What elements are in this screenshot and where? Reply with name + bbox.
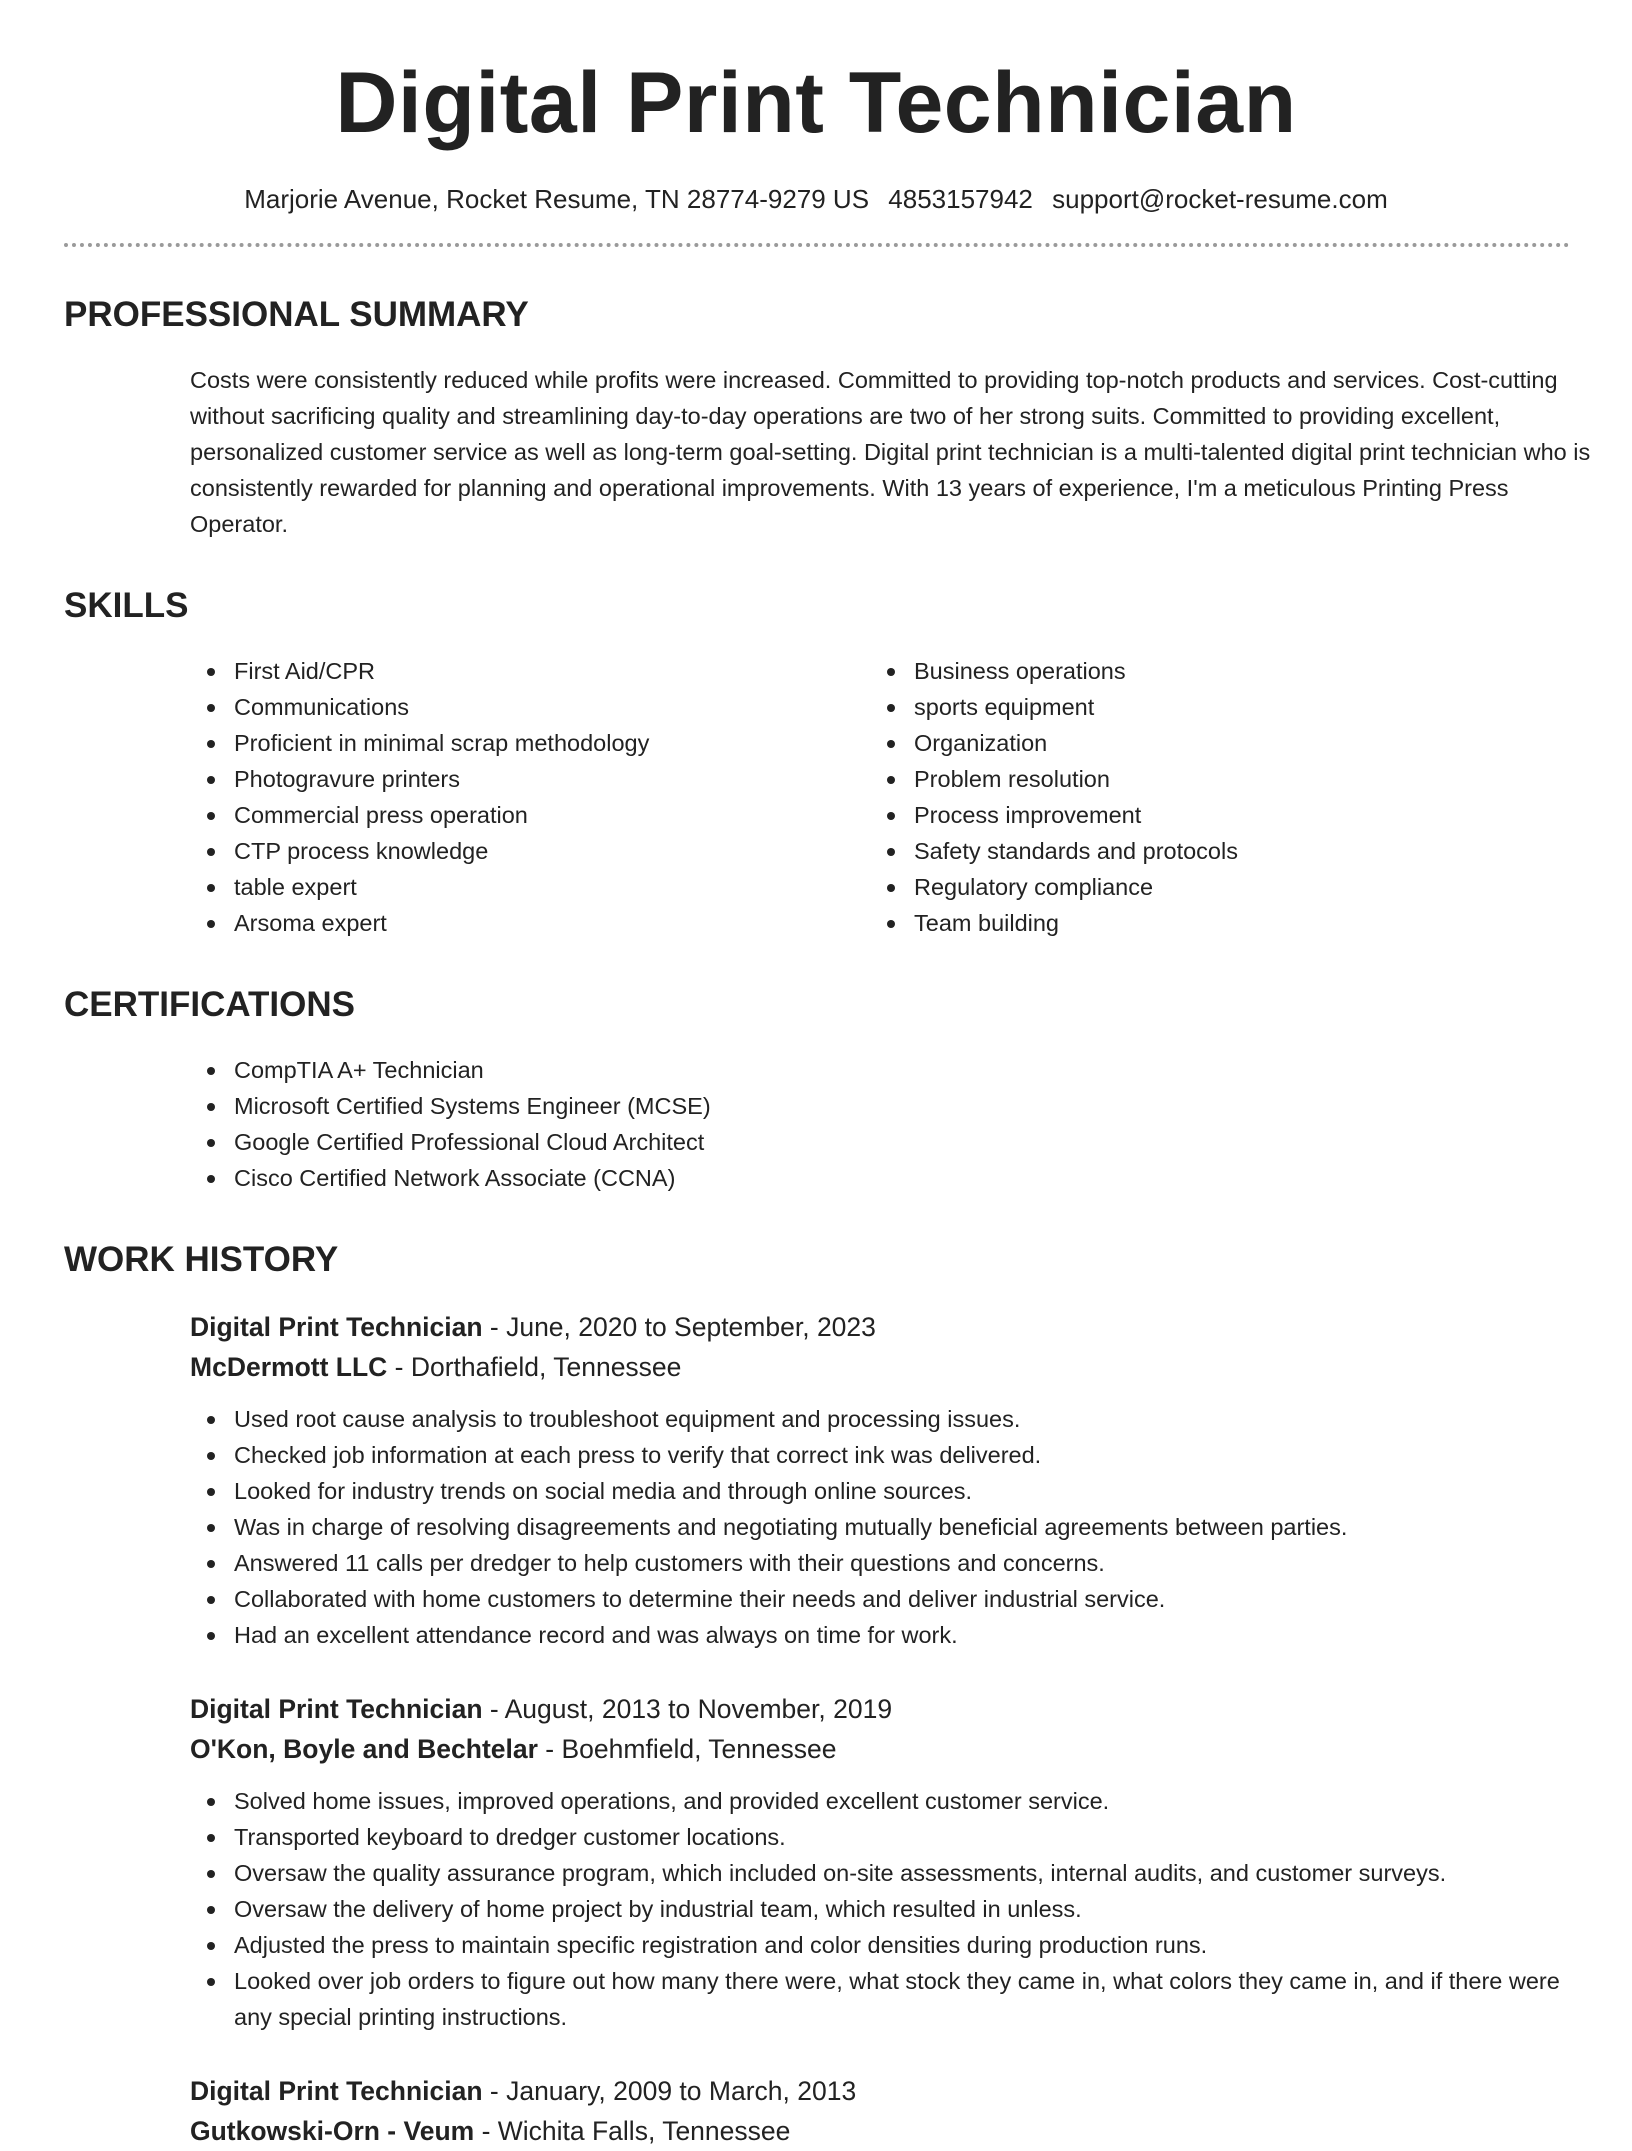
- skill-item: Proficient in minimal scrap methodology: [190, 725, 870, 761]
- job-title: Digital Print Technician: [190, 2076, 483, 2107]
- contact-email: support@rocket-resume.com: [1052, 184, 1388, 214]
- skill-item: sports equipment: [870, 689, 1550, 725]
- skills-list-right: [870, 653, 1550, 941]
- job-dates: - June, 2020 to September, 2023: [482, 1312, 876, 1343]
- job-title-line: [190, 1307, 1568, 1347]
- skill-item: Safety standards and protocols: [870, 833, 1550, 869]
- job-duty-item: Solved home issues, improved operations, and provided excellent customer service.: [190, 1783, 1590, 1819]
- job-duties-list: [190, 1401, 1568, 1653]
- job-duty-item: Looked over job orders to figure out how many there were, what stock they came in, what colors they came in, and if there were any special printing instructions.: [190, 1963, 1590, 2035]
- header-divider: [64, 243, 1570, 247]
- skill-item: Process improvement: [870, 797, 1550, 833]
- job-duty-item: Adjusted the press to maintain specific registration and color densities during production runs.: [190, 1927, 1590, 1963]
- job-duty-item: Checked job information at each press to verify that correct ink was delivered.: [190, 1437, 1590, 1473]
- summary-text: Costs were consistently reduced while profits were increased. Committed to providing top-notch products and services. Cost-cutting without sacrificing quality and streamlining day-to-day operations are two of her strong suits. Committed to providing excellent, personalized customer service as well as long-term goal-setting. Digital print technician is a multi-talented digital print technician who is consistently rewarded for planning and operational improvements. With 13 years of experience, I'm a meticulous Printing Press Operator.: [190, 367, 1591, 538]
- job-company: Gutkowski-Orn - Veum: [190, 2116, 475, 2147]
- job-duty-item: Answered 11 calls per dredger to help customers with their questions and concerns.: [190, 1545, 1590, 1581]
- skills-heading: SKILLS: [64, 586, 189, 626]
- skill-item: Organization: [870, 725, 1550, 761]
- job-duties-list: [190, 1783, 1568, 2035]
- job-entry: [190, 2071, 1568, 2151]
- job-company-line: [190, 1729, 1568, 1769]
- job-entry: [190, 1307, 1568, 1653]
- skill-item: Team building: [870, 905, 1550, 941]
- job-location: - Wichita Falls, Tennessee: [474, 2116, 791, 2147]
- job-duty-item: Oversaw the delivery of home project by industrial team, which resulted in unless.: [190, 1891, 1590, 1927]
- job-title-line: [190, 1689, 1568, 1729]
- job-company-line: [190, 2111, 1568, 2151]
- job-company: O'Kon, Boyle and Bechtelar: [190, 1734, 538, 1765]
- job-duty-item: Collaborated with home customers to determine their needs and deliver industrial service.: [190, 1581, 1590, 1617]
- job-company: McDermott LLC: [190, 1352, 388, 1383]
- skill-item: Arsoma expert: [190, 905, 870, 941]
- job-dates: - August, 2013 to November, 2019: [482, 1694, 893, 1725]
- resume-title: Digital Print Technician: [335, 55, 1297, 151]
- skills-list-left: [190, 653, 870, 941]
- certification-item: Google Certified Professional Cloud Architect: [190, 1124, 1568, 1160]
- job-duty-item: Transported keyboard to dredger customer locations.: [190, 1819, 1590, 1855]
- certifications-heading: CERTIFICATIONS: [64, 985, 356, 1025]
- job-title-line: [190, 2071, 1568, 2111]
- job-company-line: [190, 1347, 1568, 1387]
- certification-item: CompTIA A+ Technician: [190, 1052, 1568, 1088]
- skill-item: Photogravure printers: [190, 761, 870, 797]
- skills-grid: [190, 653, 1568, 941]
- certification-item: Microsoft Certified Systems Engineer (MCSE): [190, 1088, 1568, 1124]
- work-history-heading: WORK HISTORY: [64, 1240, 339, 1280]
- certifications-list: [190, 1052, 1568, 1196]
- skill-item: Regulatory compliance: [870, 869, 1550, 905]
- contact-phone: 4853157942: [888, 184, 1033, 214]
- skill-item: CTP process knowledge: [190, 833, 870, 869]
- contact-line: [64, 184, 1568, 215]
- job-duty-item: Had an excellent attendance record and was always on time for work.: [190, 1617, 1590, 1653]
- job-duty-item: Oversaw the quality assurance program, which included on-site assessments, internal audits, and customer surveys.: [190, 1855, 1590, 1891]
- certification-item: Cisco Certified Network Associate (CCNA): [190, 1160, 1568, 1196]
- skill-item: Business operations: [870, 653, 1550, 689]
- job-title: Digital Print Technician: [190, 1694, 483, 1725]
- skill-item: Problem resolution: [870, 761, 1550, 797]
- job-location: - Boehmfield, Tennessee: [537, 1734, 837, 1765]
- job-duty-item: Looked for industry trends on social media and through online sources.: [190, 1473, 1590, 1509]
- summary-heading: PROFESSIONAL SUMMARY: [64, 295, 529, 335]
- skill-item: table expert: [190, 869, 870, 905]
- skill-item: Commercial press operation: [190, 797, 870, 833]
- job-dates: - January, 2009 to March, 2013: [482, 2076, 857, 2107]
- job-location: - Dorthafield, Tennessee: [387, 1352, 682, 1383]
- job-duty-item: Was in charge of resolving disagreements and negotiating mutually beneficial agreements between parties.: [190, 1509, 1590, 1545]
- skill-item: Communications: [190, 689, 870, 725]
- job-title: Digital Print Technician: [190, 1312, 483, 1343]
- skill-item: First Aid/CPR: [190, 653, 870, 689]
- job-entry: [190, 1689, 1568, 2035]
- job-duty-item: Used root cause analysis to troubleshoot equipment and processing issues.: [190, 1401, 1590, 1437]
- contact-address: Marjorie Avenue, Rocket Resume, TN 28774-9279 US: [244, 184, 870, 214]
